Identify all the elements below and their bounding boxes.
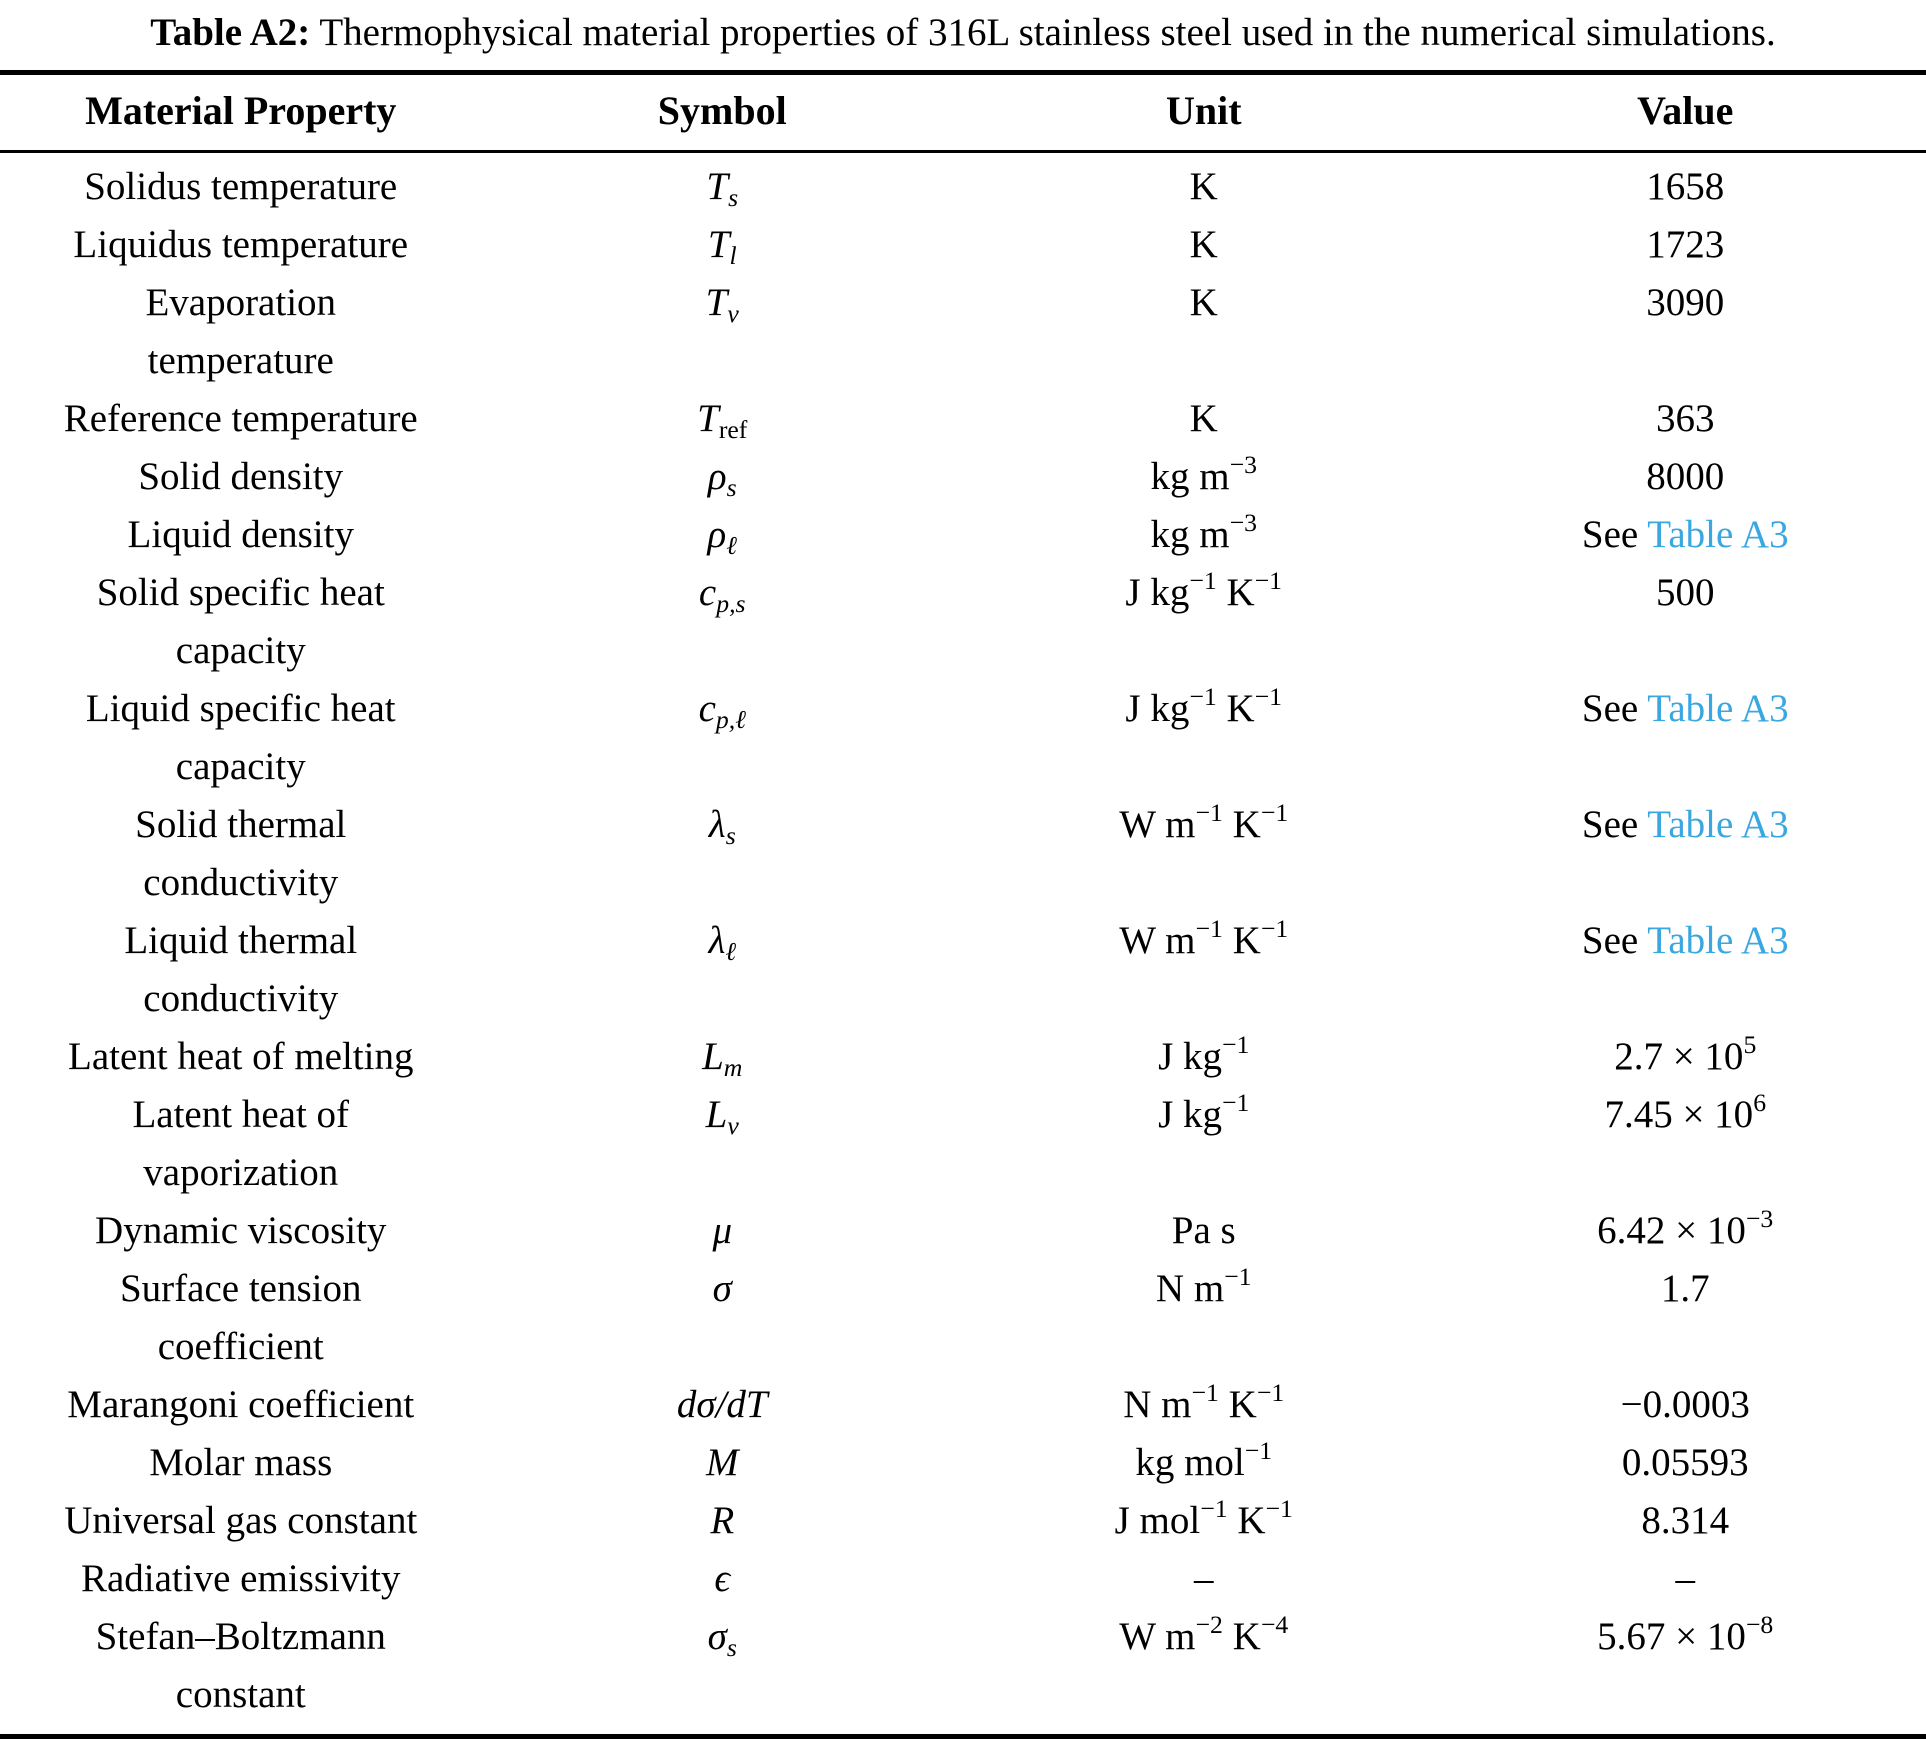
unit-cell: W $m^{-1}$ $K^{-1}$ [963,912,1445,1028]
unit-cell: J $kg^{-1}$ $K^{-1}$ [963,564,1445,680]
unit-cell: N $m^{-1}$ $K^{-1}$ [963,1376,1445,1434]
value-cell: 500 [1445,564,1926,680]
unit-cell: K [963,152,1445,217]
value-cell: $7.45 \times 10^6$ [1445,1086,1926,1202]
symbol-cell: $L_m$ [482,1028,964,1086]
value-cell: −0.0003 [1445,1376,1926,1434]
header-value: Value [1445,73,1926,152]
property-cell: Liquidus temperature [0,216,482,274]
unit-cell: J $kg^{-1}$ [963,1086,1445,1202]
value-cell: 1723 [1445,216,1926,274]
symbol-cell: $c_{p,\ell}$ [482,680,964,796]
property-cell: Solidus temperature [0,152,482,217]
symbol-cell: $\lambda_s$ [482,796,964,912]
unit-cell: kg $m^{-3}$ [963,448,1445,506]
table-row [0,564,1926,680]
table-row [0,912,1926,1028]
material-properties-table [0,70,1926,1739]
symbol-cell: $T_l$ [482,216,964,274]
value-cell: 363 [1445,390,1926,448]
symbol-cell: $T_s$ [482,152,964,217]
header-material-property: Material Property [0,73,482,152]
value-cell: 8000 [1445,448,1926,506]
symbol-cell: $\lambda_\ell$ [482,912,964,1028]
property-cell: Solid density [0,448,482,506]
table-a3-link[interactable]: Table A3 [1647,919,1788,962]
value-cell: $6.42 \times 10^{-3}$ [1445,1202,1926,1260]
table-row [0,1260,1926,1376]
property-cell: Marangoni coefficient [0,1376,482,1434]
unit-cell: K [963,390,1445,448]
property-cell: Latent heat of melting [0,1028,482,1086]
property-cell: Dynamic viscosity [0,1202,482,1260]
unit-cell: K [963,274,1445,390]
table-row [0,152,1926,217]
table-row [0,1028,1926,1086]
symbol-cell: $c_{p,s}$ [482,564,964,680]
table-row [0,390,1926,448]
property-cell: Universal gas constant [0,1492,482,1550]
header-unit: Unit [963,73,1445,152]
table-a3-link[interactable]: Table A3 [1647,513,1788,556]
value-cell: 1.7 [1445,1260,1926,1376]
value-cell: See Table A3 [1445,912,1926,1028]
value-cell: See Table A3 [1445,506,1926,564]
property-cell: Stefan–Boltzmann constant [0,1608,482,1737]
unit-cell: K [963,216,1445,274]
unit-cell: kg $m^{-3}$ [963,506,1445,564]
value-cell: 0.05593 [1445,1434,1926,1492]
table-row [0,680,1926,796]
property-cell: Solid thermal conductivity [0,796,482,912]
table-row [0,1202,1926,1260]
table-caption-text: Thermophysical material properties of 316L stainless steel used in the numerical simulations. [319,11,1775,54]
table-caption-label: Table A2: [150,11,310,54]
table-caption [0,0,1926,70]
table-row [0,1492,1926,1550]
value-cell: 1658 [1445,152,1926,217]
table-row [0,448,1926,506]
symbol-cell: R [482,1492,964,1550]
property-cell: Liquid specific heat capacity [0,680,482,796]
unit-cell: Pa s [963,1202,1445,1260]
symbol-cell: $\sigma_s$ [482,1608,964,1737]
table-a3-link[interactable]: Table A3 [1647,803,1788,846]
symbol-cell: $T_{ref}$ [482,390,964,448]
property-cell: Surface tension coefficient [0,1260,482,1376]
table-row [0,1550,1926,1608]
table-a3-link[interactable]: Table A3 [1647,687,1788,730]
unit-cell: J mol$^{-1}$ $K^{-1}$ [963,1492,1445,1550]
unit-cell: N $m^{-1}$ [963,1260,1445,1376]
value-cell: 8.314 [1445,1492,1926,1550]
property-cell: Molar mass [0,1434,482,1492]
symbol-cell: $L_v$ [482,1086,964,1202]
header-symbol: Symbol [482,73,964,152]
symbol-cell: dσ/dT [482,1376,964,1434]
symbol-cell: $\rho_s$ [482,448,964,506]
unit-cell: W $m^{-2}$ $K^{-4}$ [963,1608,1445,1737]
value-cell: See Table A3 [1445,796,1926,912]
property-cell: Liquid density [0,506,482,564]
table-row [0,274,1926,390]
property-cell: Radiative emissivity [0,1550,482,1608]
unit-cell: J $kg^{-1}$ [963,1028,1445,1086]
table-row [0,1434,1926,1492]
value-cell: – [1445,1550,1926,1608]
value-cell: $5.67 \times 10^{-8}$ [1445,1608,1926,1737]
value-cell: See Table A3 [1445,680,1926,796]
table-row [0,1086,1926,1202]
unit-cell: J $kg^{-1}$ $K^{-1}$ [963,680,1445,796]
table-row [0,1608,1926,1737]
symbol-cell: $T_v$ [482,274,964,390]
value-cell: $2.7 \times 10^5$ [1445,1028,1926,1086]
unit-cell: – [963,1550,1445,1608]
symbol-cell: μ [482,1202,964,1260]
symbol-cell: σ [482,1260,964,1376]
value-cell: 3090 [1445,274,1926,390]
symbol-cell: M [482,1434,964,1492]
table-header-row [0,73,1926,152]
property-cell: Liquid thermal conductivity [0,912,482,1028]
unit-cell: W $m^{-1}$ $K^{-1}$ [963,796,1445,912]
symbol-cell: $\rho_\ell$ [482,506,964,564]
table-body [0,152,1926,1737]
unit-cell: kg mol$^{-1}$ [963,1434,1445,1492]
table-row [0,216,1926,274]
symbol-cell: ϵ [482,1550,964,1608]
property-cell: Evaporation temperature [0,274,482,390]
table-row [0,1376,1926,1434]
property-cell: Latent heat of vaporization [0,1086,482,1202]
property-cell: Reference temperature [0,390,482,448]
table-row [0,506,1926,564]
table-row [0,796,1926,912]
property-cell: Solid specific heat capacity [0,564,482,680]
